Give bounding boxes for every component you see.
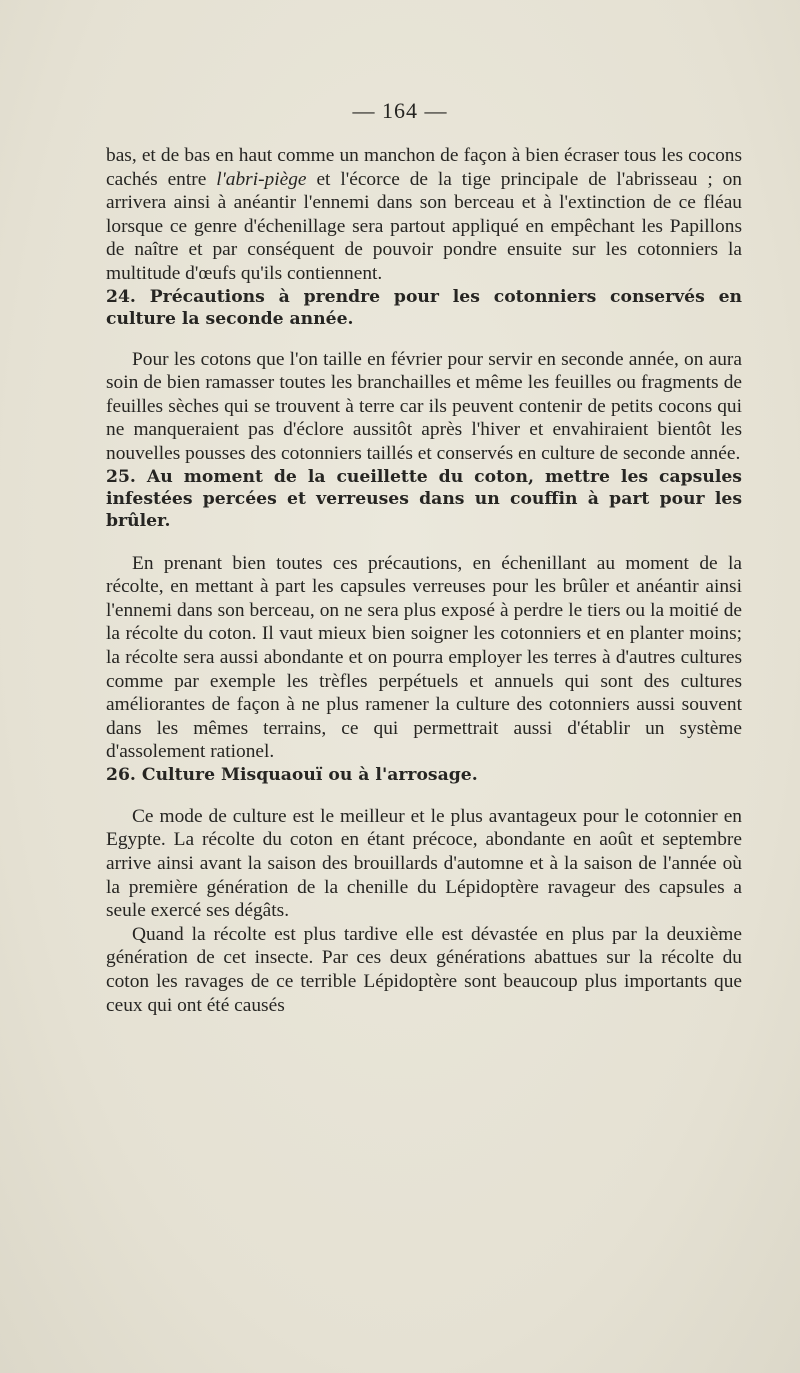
intro-italic-term: l'abri-piège — [216, 168, 307, 190]
section-26-paragraph-2: Quand la récolte est plus tardive elle est dévastée en plus par la deuxième génération de cet insecte. Par ces deux générations abattues sur la récolte du coton les ravages de ce terrible Lépidoptère sont beaucoup plus importants que ceux qui ont été causés — [106, 923, 742, 1016]
section-25-paragraph: En prenant bien toutes ces précautions, en échenillant au moment de la récolte, en mettant à part les capsules verreuses pour les brûler et anéantir ainsi l'ennemi dans son berceau, on ne sera plus exposé à perdre le tiers ou la moitié de la récolte du coton. Il vaut mieux bien soigner les cotonniers et en planter moins; la récolte sera aussi abondante et on pourra employer les terres à d'autres cultures comme par exemple les trèfles perpétuels et annuels qui sont des cultures améliorantes de façon à ne plus ramener la culture des cotonniers aussi souvent dans les mêmes terrains, ce qui permettrait aussi d'établir un système d'assolement rationel. — [106, 552, 742, 763]
page-number: — 164 — — [352, 98, 448, 123]
intro-text-start: bas, et de bas en haut comme un manchon de façon à bien écraser tous les cocons cachés entre — [106, 145, 742, 190]
intro-paragraph — [106, 144, 742, 286]
page-body — [106, 144, 742, 1017]
section-24-heading: 24. Précautions à prendre pour les cotonniers conservés en culture la seconde année. — [106, 286, 742, 329]
section-26-paragraph-1: Ce mode de culture est le meilleur et le plus avantageux pour le cotonnier en Egypte. La récolte du coton en étant précoce, abondante en août et septembre arrive ainsi avant la saison des brouillards d'automne et à la saison de l'année où la première génération de la chenille du Lépidoptère ravageur des capsules a seule exercé ses dégâts. — [106, 805, 742, 922]
intro-text-end: et l'écorce de la tige principale de l'abrisseau ; on arrivera ainsi à anéantir l'ennemi dans son berceau et à l'extinction de ce fléau lorsque ce genre d'échenillage sera partout appliqué en empêchant les Papillons de naître et par conséquent de pouvoir pondre ensuite sur les cotonniers la multitude d'œufs qu'ils contiennent. — [106, 168, 743, 284]
section-25-heading: 25. Au moment de la cueillette du coton, mettre les capsules infestées percées et verreuses dans un couffin à part pour les brûler. — [106, 466, 742, 531]
section-26-heading: 26. Culture Misquaouï ou à l'arrosage. — [106, 764, 478, 785]
section-24-paragraph: Pour les cotons que l'on taille en février pour servir en seconde année, on aura soin de bien ramasser toutes les branchailles et même les feuilles ou fragments de feuilles sèches qui se trouvent à terre car ils peuvent contenir de petits cocons qui ne manqueraient pas d'éclore aussitôt après l'hiver et envahiraient bientôt les nouvelles pousses des cotonniers taillés et conservés en culture de seconde année. — [106, 348, 742, 464]
